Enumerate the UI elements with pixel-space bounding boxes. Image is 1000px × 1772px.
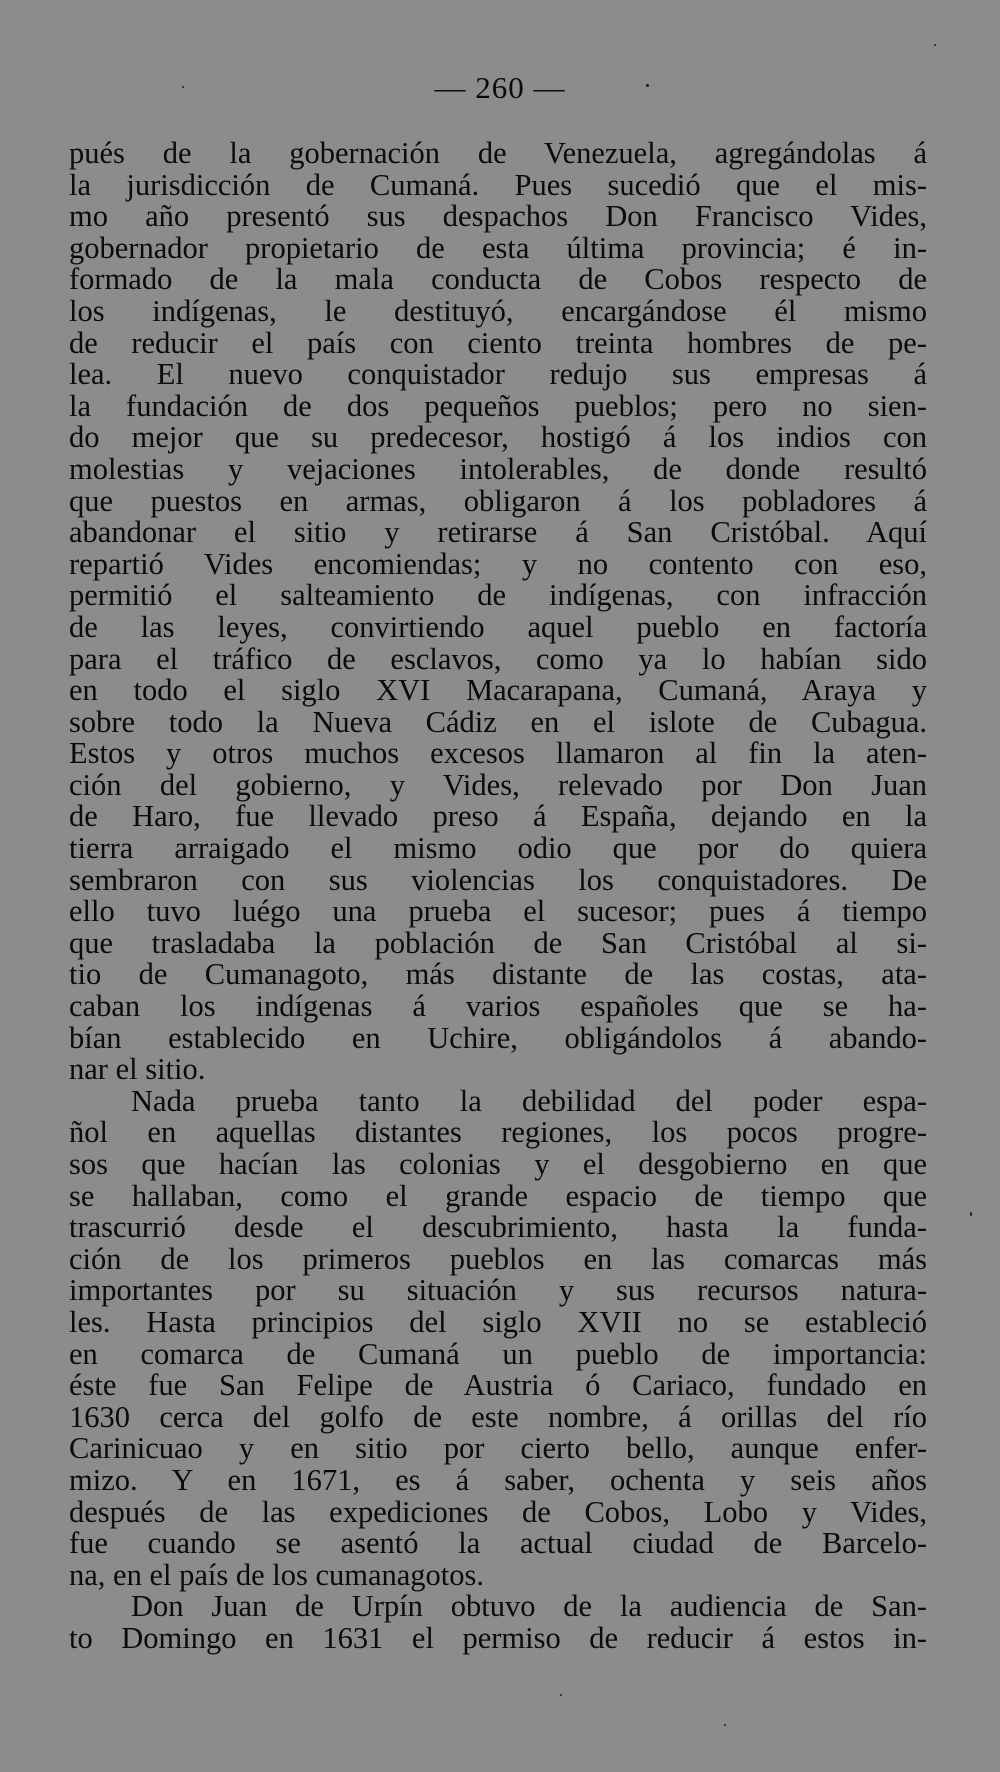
text-line: ción del gobierno, y Vides, relevado por Don Juan xyxy=(69,767,927,802)
text-line: trascurrió desde el descubrimiento, hasta la funda- xyxy=(69,1210,927,1245)
text-line: sos que hacían las colonias y el desgobierno en que xyxy=(69,1147,927,1181)
text-line: permitió el salteamiento de indígenas, con infracción xyxy=(69,578,927,613)
text-line: en comarca de Cumaná un pueblo de importancia: xyxy=(69,1336,927,1371)
text-line: repartió Vides encomiendas; y no contento con eso, xyxy=(69,546,927,581)
text-line: 1630 cerca del golfo de este nombre, á orillas del río xyxy=(69,1399,927,1434)
scan-speck xyxy=(970,1212,972,1216)
text-line: ñol en aquellas distantes regiones, los pocos progre- xyxy=(69,1115,927,1150)
page-number: — 260 — xyxy=(434,70,566,105)
text-line: en todo el siglo XVI Macarapana, Cumaná, Araya y xyxy=(69,673,927,708)
scan-speck xyxy=(646,84,649,87)
text-line: to Domingo en 1631 el permiso de reducir á estos in- xyxy=(69,1620,927,1655)
text-line: después de las expediciones de Cobos, Lobo y Vides, xyxy=(69,1494,927,1529)
text-line: mizo. Y en 1671, es á saber, ochenta y seis años xyxy=(69,1462,927,1497)
text-line: fue cuando se asentó la actual ciudad de Barcelo- xyxy=(69,1526,927,1561)
scan-speck xyxy=(934,44,936,46)
text-line: la jurisdicción de Cumaná. Pues sucedió que el mis- xyxy=(69,167,927,202)
text-line: tierra arraigado el mismo odio que por do quiera xyxy=(69,831,927,866)
body-text xyxy=(69,138,927,1655)
text-line: que puestos en armas, obligaron á los pobladores á xyxy=(69,483,927,518)
text-line: éste fue San Felipe de Austria ó Cariaco, fundado en xyxy=(69,1368,927,1403)
text-line: molestias y vejaciones intolerables, de donde resultó xyxy=(69,451,927,486)
text-line: de reducir el país con ciento treinta hombres de pe- xyxy=(69,325,927,360)
scan-speck xyxy=(724,1724,726,1726)
text-line: sembraron con sus violencias los conquistadores. De xyxy=(69,862,927,897)
text-line: caban los indígenas á varios españoles que se ha- xyxy=(69,989,927,1024)
paragraph-start-line: Nada prueba tanto la debilidad del poder espa- xyxy=(131,1083,927,1118)
text-line: los indígenas, le destituyó, encargándose él mismo xyxy=(69,293,927,328)
text-line: para el tráfico de esclavos, como ya lo habían sido xyxy=(69,641,927,676)
text-line: formado de la mala conducta de Cobos respecto de xyxy=(69,262,927,297)
text-line: mo año presentó sus despachos Don Francisco Vides, xyxy=(69,199,927,234)
scan-speck xyxy=(560,1694,562,1696)
text-line: ello tuvo luégo una prueba el sucesor; pues á tiempo xyxy=(69,894,927,929)
text-line: importantes por su situación y sus recursos natura- xyxy=(69,1273,927,1308)
text-line: lea. El nuevo conquistador redujo sus empresas á xyxy=(69,357,927,392)
paragraph-end-line: na, en el país de los cumanagotos. xyxy=(69,1557,485,1592)
text-line: de Haro, fue llevado preso á España, dejando en la xyxy=(69,799,927,834)
text-line: se hallaban, como el grande espacio de tiempo que xyxy=(69,1178,927,1213)
text-line: tio de Cumanagoto, más distante de las costas, ata- xyxy=(69,957,927,992)
text-line: la fundación de dos pequeños pueblos; pero no sien- xyxy=(69,388,927,423)
text-line: ción de los primeros pueblos en las comarcas más xyxy=(69,1241,927,1276)
paragraph-start-line: Don Juan de Urpín obtuvo de la audiencia de San- xyxy=(131,1589,927,1624)
text-line: bían establecido en Uchire, obligándolos á abando- xyxy=(69,1020,927,1055)
text-line: pués de la gobernación de Venezuela, agregándolas á xyxy=(69,136,927,170)
text-line: les. Hasta principios del siglo XVII no se estableció xyxy=(69,1304,927,1339)
text-line: abandonar el sitio y retirarse á San Cristóbal. Aquí xyxy=(69,515,927,550)
text-line: Carinicuao y en sitio por cierto bello, aunque enfer- xyxy=(69,1431,927,1466)
text-line: sobre todo la Nueva Cádiz en el islote de Cubagua. xyxy=(69,704,927,739)
text-line: Estos y otros muchos excesos llamaron al fin la aten- xyxy=(69,736,927,771)
text-line: do mejor que su predecesor, hostigó á los indios con xyxy=(69,420,927,455)
text-line: gobernador propietario de esta última provincia; é in- xyxy=(69,230,927,265)
paragraph-end-line: nar el sitio. xyxy=(69,1052,206,1087)
scan-speck xyxy=(182,86,184,88)
text-line: de las leyes, convirtiendo aquel pueblo en factoría xyxy=(69,609,927,644)
text-line: que trasladaba la población de San Cristóbal al si- xyxy=(69,925,927,960)
